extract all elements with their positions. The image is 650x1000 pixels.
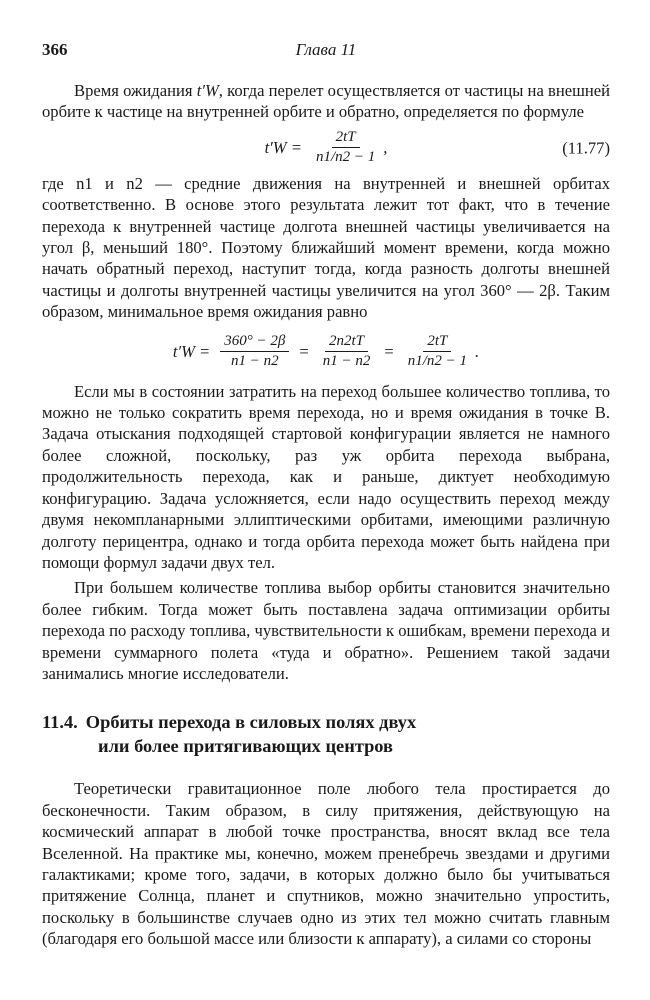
fraction-denominator: n1/n2 − 1 <box>407 353 467 370</box>
running-head <box>42 40 610 64</box>
paragraph-text-before: Время ожидания <box>74 81 197 100</box>
fraction <box>312 129 379 166</box>
fraction-denominator: n1 − n2 <box>231 353 279 370</box>
fraction-numerator: 2tT <box>423 333 451 352</box>
fraction-denominator: n1 − n2 <box>322 353 371 370</box>
fraction <box>220 333 289 370</box>
fraction-numerator: 2n2tT <box>325 333 368 352</box>
equals-sign: = <box>384 341 394 361</box>
formula-trailing-punctuation: . <box>475 341 480 361</box>
waiting-time-symbol: t′W <box>196 81 219 100</box>
equals-sign: = <box>299 341 309 361</box>
formula-lhs: t′W = <box>172 341 211 361</box>
fraction <box>404 333 471 370</box>
section-title-line-2: или более притягивающих центров <box>98 736 393 757</box>
fraction-denominator: n1/n2 − 1 <box>315 149 376 166</box>
page-number: 366 <box>42 40 68 59</box>
fraction <box>319 333 375 370</box>
fraction-numerator: 360° − 2β <box>220 333 289 352</box>
formula-minimum-waiting-time <box>42 327 610 377</box>
formula-trailing-punctuation: , <box>383 138 388 158</box>
fraction-numerator: 2tT <box>332 129 360 148</box>
section-title-line-1: Орбиты перехода в силовых полях двух <box>85 712 417 733</box>
chapter-label: Глава 11 <box>295 40 357 59</box>
formula-11-77 <box>42 123 610 173</box>
section-number: 11.4. <box>42 712 78 733</box>
formula-lhs: t′W = <box>264 138 302 158</box>
paragraph-more-fuel: Если мы в состоянии затратить на переход большее количество топлива, то можно не только сократить время перехода, но и время ожидания в точке B. Задача отыскания подходящей стартовой конфигурации является не намного более сложной, поскольку, раз уж орбита перехода выбрана, продолжительность перехода, как и раньше, диктует необходимую конфигурацию. Задача усложняется, если надо осуществить переход между двумя некомпланарными эллиптическими орбитами, имеющими различную долготу перицентра, однако и тогда орбита перехода может быть найдена при помощи формул задачи двух тел. <box>42 381 610 572</box>
equation-number: (11.77) <box>562 138 610 158</box>
body-text <box>42 80 610 950</box>
paragraph-optimization: При большем количестве топлива выбор орбиты становится значительно более гибким. Тогда может быть поставлена задача оптимизации орбиты перехода по расходу топлива, чувствительности к ошибкам, времени перехода и времени суммарного полета «туда и обратно». Решением такой задачи занимались многие исследователи. <box>42 578 610 683</box>
paragraph-waiting-time <box>42 80 610 123</box>
paragraph-gravitational-field: Теоретически гравитационное поле любого тела простирается до бесконечности. Таким образом, в силу притяжения, действующую на космический аппарат в любой точке пространства, вносят вклад все тела Вселенной. На практике мы, конечно, можем пренебречь звездами и другими галактиками; кроме того, задачи, в которых должно было бы учитываться притяжение Солнца, планет и спутников, можно значительно упростить, поскольку в большинстве случаев одно из этих тел можно считать главным (благодаря его большой массе или близости к аппарату), а силами со стороны <box>42 779 610 949</box>
section-heading <box>42 710 610 758</box>
paragraph-text-after: , когда перелет осуществляется от частицы на внешней орбите к частице на внутренней орбите и обратно, определяется по формуле <box>42 81 610 122</box>
paragraph-mean-motions: где n1 и n2 — средние движения на внутренней и внешней орбитах соответственно. В основе этого результата лежит тот факт, что в течение перехода к внутренней частице долгота внешней частицы увеличивается на угол β, меньший 180°. Поэтому ближайший момент времени, когда можно начать обратный переход, наступит тогда, когда разность долготы внешней частицы и долготы внутренней частицы увеличится на угол 360° — 2β. Таким образом, минимальное время ожидания равно <box>42 173 610 322</box>
